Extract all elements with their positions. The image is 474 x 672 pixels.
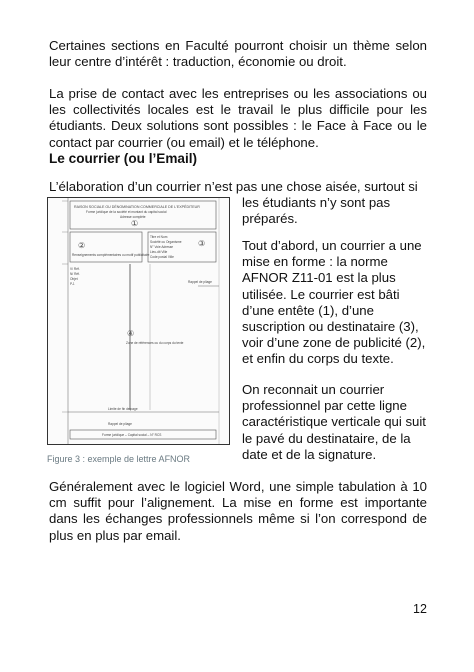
figure-ref-1: V/ Réf. — [70, 267, 80, 271]
paragraph-intro: Certaines sections en Faculté pourront choisir un thème selon leur centre d’intérêt : traduction, économie ou droit. — [49, 38, 427, 70]
paragraph-elaboration-continued: les étudiants n’y sont pas préparés. — [242, 195, 391, 227]
figure-pub-text: Renseignements complémentaires ou motif publicitaire — [72, 253, 150, 257]
figure-limit-label: Limite de fin de page — [108, 407, 138, 411]
figure-footer-line: Forme juridique – Capital social – N° RCS — [102, 433, 162, 437]
figure-ref-4: P.J. — [70, 282, 76, 286]
figure-dest-line-4: Lieu-dit Ville — [150, 250, 168, 254]
figure-header-sub: Forme juridique de la société et montant du capital social — [86, 210, 167, 214]
figure-zone-3: ③ — [198, 239, 206, 248]
afnor-letter-figure — [47, 197, 230, 445]
figure-caption: Figure 3 : exemple de lettre AFNOR — [47, 454, 191, 464]
figure-header-line: RAISON SOCIALE OU DÉNOMINATION COMMERCIALE DE L'EXPÉDITEUR — [74, 205, 200, 209]
figure-dest-line-2: Société ou Organisme — [150, 240, 182, 244]
paragraph-logiciel: Généralement avec le logiciel Word, une simple tabulation à 10 cm suffit pour l’alignement. La mise en forme est importante dans les échanges professionnels même si l’on correspond de plus en plus par email. — [49, 479, 427, 543]
figure-zone-1: ① — [131, 219, 139, 228]
figure-zone-4: ④ — [127, 329, 135, 338]
figure-body-label: Zone de références ou du corps du texte — [126, 341, 184, 345]
paragraph-contact: La prise de contact avec les entreprises ou les associations ou les collectivités locales est le travail le plus difficile pour les étudiants. Deux solutions sont possibles : le Face à Face ou le contact par courrier (ou email) et le téléphone. — [49, 86, 427, 150]
figure-fold-label: Rappel de pliage — [108, 422, 132, 426]
figure-dest-line-1: Titre et Nom — [150, 235, 168, 239]
section-heading: Le courrier (ou l’Email) — [49, 151, 198, 166]
figure-ref-2: N/ Réf. — [70, 272, 80, 276]
figure-ref-3: Objet — [70, 277, 78, 281]
figure-header-addr: Adresse complète — [120, 215, 146, 219]
paragraph-reconnait: On reconnait un courrier professionnel par cette ligne caractéristique verticale qui suit le pavé du destinataire, de la date et de la signature. — [242, 382, 426, 462]
page-number: 12 — [413, 602, 427, 616]
paragraph-elaboration: L’élaboration d’un courrier n’est pas une chose aisée, surtout si — [49, 179, 418, 194]
figure-dest-line-3: N° Voie Adresse — [150, 245, 174, 249]
paragraph-norme: Tout d’abord, un courrier a une mise en forme : la norme AFNOR Z11-01 est la plus utilisée. Le courrier est bâti d’une entête (1), d’une suscription ou destinataire (3), voir d’une zone de publicité (2), et enfin du corps du texte. — [242, 238, 426, 367]
figure-dest-line-5: Code postal Ville — [150, 255, 174, 259]
figure-date-label: Rappel de pliage — [188, 280, 212, 284]
figure-zone-2: ② — [78, 241, 86, 250]
afnor-letter-diagram — [48, 198, 229, 444]
